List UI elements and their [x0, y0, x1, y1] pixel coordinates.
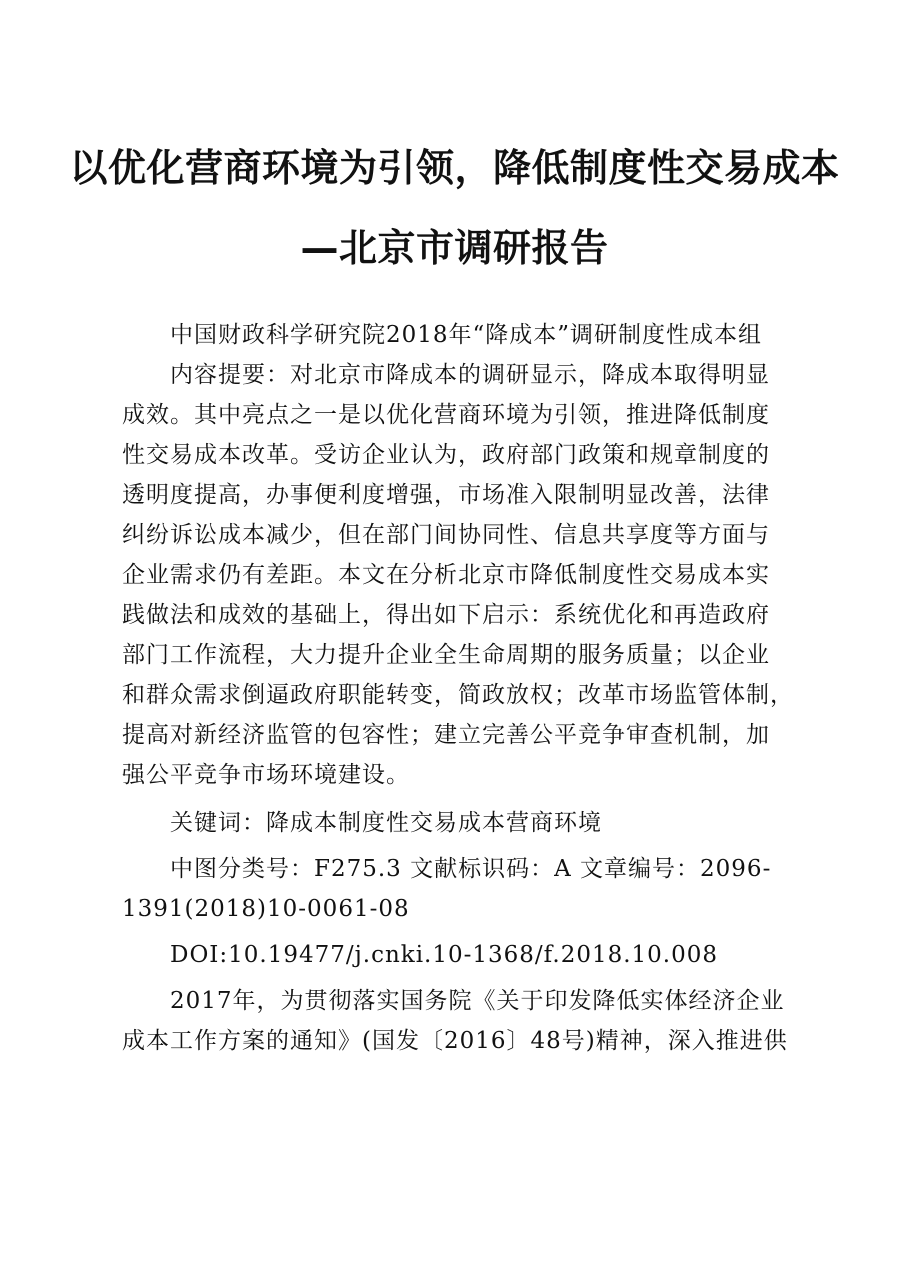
- abstract-line: 企业需求仍有差距。本文在分析北京市降低制度性交易成本实: [122, 562, 770, 588]
- title-line-1: 以优化营商环境为引领，降低制度性交易成本: [69, 146, 840, 190]
- title-line-2: —北京市调研报告: [300, 226, 609, 270]
- author-line: 中国财政科学研究院2018年“降成本”调研制度性成本组: [170, 322, 763, 348]
- body-line: 成本工作方案的通知》(国发〔2016〕48号)精神，深入推进供: [122, 1028, 788, 1054]
- body-paragraph: [122, 981, 812, 1061]
- abstract: [122, 355, 812, 795]
- abstract-line: 性交易成本改革。受访企业认为，政府部门政策和规章制度的: [122, 442, 770, 468]
- abstract-line: 提高对新经济监管的包容性；建立完善公平竞争审查机制，加: [122, 722, 770, 748]
- keywords-line: 关键词：降成本制度性交易成本营商环境: [170, 810, 602, 836]
- abstract-line: 部门工作流程，大力提升企业全生命周期的服务质量；以企业: [122, 642, 770, 668]
- abstract-line: 践做法和成效的基础上，得出如下启示：系统优化和再造政府: [122, 602, 770, 628]
- document-body: [122, 315, 812, 1061]
- abstract-line: 强公平竞争市场环境建设。: [122, 762, 410, 788]
- classification-line-1: 中图分类号：F275.3 文献标识码：A 文章编号：2096-: [170, 856, 772, 882]
- doi-line: DOI:10.19477/j.cnki.10-1368/f.2018.10.008: [170, 942, 719, 968]
- classification-line-2: 1391(2018)10-0061-08: [122, 896, 410, 922]
- abstract-line: 和群众需求倒逼政府职能转变，简政放权；改革市场监管体制，: [122, 682, 794, 708]
- abstract-line: 透明度提高，办事便利度增强，市场准入限制明显改善，法律: [122, 482, 770, 508]
- abstract-line: 成效。其中亮点之一是以优化营商环境为引领，推进降低制度: [122, 402, 770, 428]
- abstract-line: 纠纷诉讼成本减少，但在部门间协同性、信息共享度等方面与: [122, 522, 770, 548]
- abstract-line: 内容提要：对北京市降成本的调研显示，降成本取得明显: [170, 362, 770, 388]
- body-line: 2017年，为贯彻落实国务院《关于印发降低实体经济企业: [170, 988, 785, 1014]
